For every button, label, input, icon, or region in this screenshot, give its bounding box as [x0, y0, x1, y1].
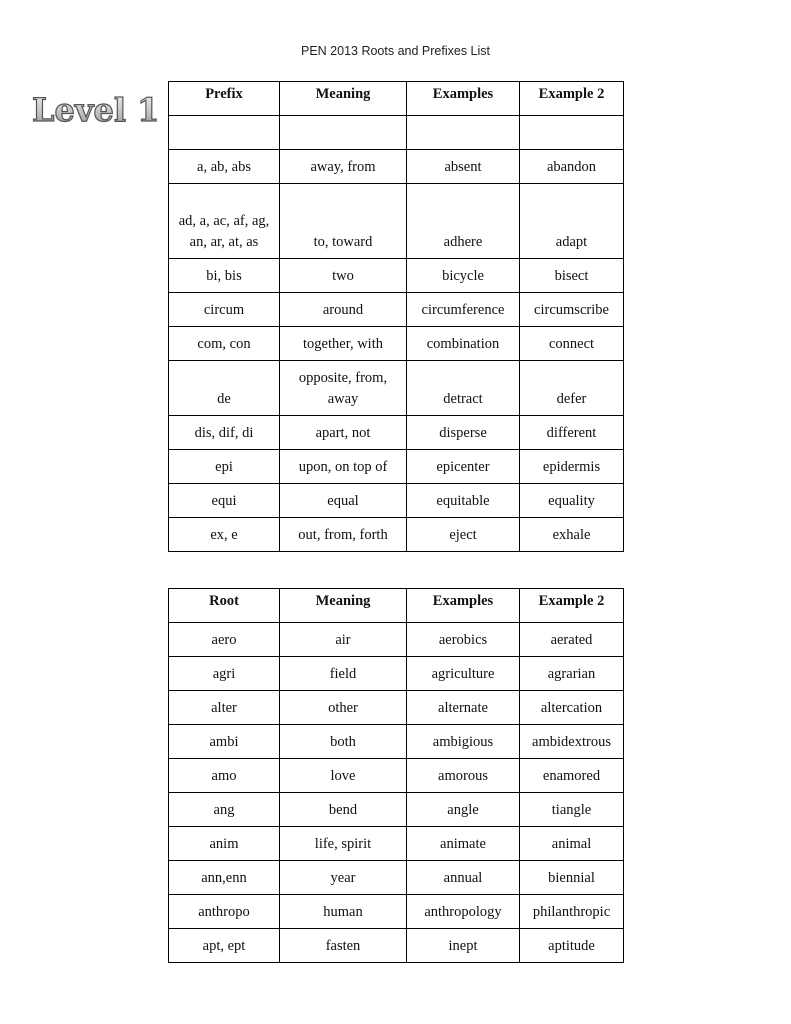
cell-example-2: bisect [520, 259, 624, 293]
cell-examples: angle [407, 793, 520, 827]
cell-meaning: away, from [280, 150, 407, 184]
cell-meaning: life, spirit [280, 827, 407, 861]
table-row [169, 793, 624, 827]
cell-meaning: other [280, 691, 407, 725]
cell-meaning: fasten [280, 929, 407, 963]
table-row [169, 895, 624, 929]
cell-prefix: de [169, 361, 280, 416]
cell-examples: annual [407, 861, 520, 895]
cell-meaning: equal [280, 484, 407, 518]
header-example-2: Example 2 [520, 82, 624, 116]
cell-example-2: epidermis [520, 450, 624, 484]
table-row [169, 861, 624, 895]
table-row [169, 361, 624, 416]
cell-prefix: dis, dif, di [169, 416, 280, 450]
cell-example-2: ambidextrous [520, 725, 624, 759]
cell-example-2: exhale [520, 518, 624, 552]
table-row [169, 929, 624, 963]
table-row [169, 327, 624, 361]
cell-example-2: tiangle [520, 793, 624, 827]
table-row [169, 759, 624, 793]
cell-prefix: equi [169, 484, 280, 518]
cell-root: anim [169, 827, 280, 861]
cell-examples: agriculture [407, 657, 520, 691]
cell-root: ambi [169, 725, 280, 759]
level-logo-text: Level 1 [32, 91, 160, 129]
cell-root: alter [169, 691, 280, 725]
cell-examples: equitable [407, 484, 520, 518]
cell-root: ann,enn [169, 861, 280, 895]
cell-meaning: year [280, 861, 407, 895]
cell-example-2: abandon [520, 150, 624, 184]
cell-meaning: opposite, from, away [280, 361, 407, 416]
header-root: Root [169, 589, 280, 623]
cell-root: ang [169, 793, 280, 827]
cell-prefix: ex, e [169, 518, 280, 552]
cell-example-2: different [520, 416, 624, 450]
cell-examples: circumference [407, 293, 520, 327]
cell-root: amo [169, 759, 280, 793]
cell-examples: anthropology [407, 895, 520, 929]
cell-examples: combination [407, 327, 520, 361]
table-row [169, 725, 624, 759]
cell-examples: inept [407, 929, 520, 963]
cell-prefix: circum [169, 293, 280, 327]
prefix-table [168, 81, 624, 552]
document-title: PEN 2013 Roots and Prefixes List [301, 44, 490, 58]
cell-meaning: upon, on top of [280, 450, 407, 484]
cell-prefix [169, 116, 280, 150]
table-row [169, 657, 624, 691]
cell-examples: absent [407, 150, 520, 184]
cell-meaning: field [280, 657, 407, 691]
table-row [169, 184, 624, 259]
cell-meaning: air [280, 623, 407, 657]
cell-root: aero [169, 623, 280, 657]
cell-meaning: to, toward [280, 184, 407, 259]
table-row [169, 518, 624, 552]
cell-example-2: animal [520, 827, 624, 861]
root-table [168, 588, 624, 963]
table-row [169, 116, 624, 150]
cell-prefix: epi [169, 450, 280, 484]
cell-prefix: bi, bis [169, 259, 280, 293]
cell-root: agri [169, 657, 280, 691]
prefix-header-row [169, 82, 624, 116]
header-prefix: Prefix [169, 82, 280, 116]
cell-examples: detract [407, 361, 520, 416]
cell-examples: amorous [407, 759, 520, 793]
cell-meaning: together, with [280, 327, 407, 361]
cell-meaning [280, 116, 407, 150]
level-1-logo [30, 87, 160, 131]
cell-example-2 [520, 116, 624, 150]
cell-example-2: enamored [520, 759, 624, 793]
cell-example-2: defer [520, 361, 624, 416]
cell-example-2: agrarian [520, 657, 624, 691]
table-row [169, 416, 624, 450]
cell-examples [407, 116, 520, 150]
cell-examples: adhere [407, 184, 520, 259]
root-header-row [169, 589, 624, 623]
cell-example-2: aerated [520, 623, 624, 657]
table-row [169, 450, 624, 484]
header-meaning: Meaning [280, 589, 407, 623]
cell-example-2: connect [520, 327, 624, 361]
cell-prefix: ad, a, ac, af, ag, an, ar, at, as [169, 184, 280, 259]
cell-examples: disperse [407, 416, 520, 450]
cell-example-2: altercation [520, 691, 624, 725]
cell-meaning: both [280, 725, 407, 759]
cell-meaning: human [280, 895, 407, 929]
cell-examples: eject [407, 518, 520, 552]
cell-examples: aerobics [407, 623, 520, 657]
table-row [169, 293, 624, 327]
header-examples: Examples [407, 82, 520, 116]
cell-example-2: adapt [520, 184, 624, 259]
cell-examples: epicenter [407, 450, 520, 484]
cell-meaning: out, from, forth [280, 518, 407, 552]
cell-prefix: a, ab, abs [169, 150, 280, 184]
cell-example-2: philanthropic [520, 895, 624, 929]
header-examples: Examples [407, 589, 520, 623]
cell-root: apt, ept [169, 929, 280, 963]
cell-example-2: equality [520, 484, 624, 518]
cell-meaning: around [280, 293, 407, 327]
cell-meaning: love [280, 759, 407, 793]
cell-examples: ambigious [407, 725, 520, 759]
cell-examples: alternate [407, 691, 520, 725]
cell-example-2: circumscribe [520, 293, 624, 327]
table-row [169, 623, 624, 657]
cell-example-2: biennial [520, 861, 624, 895]
table-row [169, 484, 624, 518]
cell-examples: animate [407, 827, 520, 861]
cell-meaning: apart, not [280, 416, 407, 450]
header-example-2: Example 2 [520, 589, 624, 623]
cell-prefix: com, con [169, 327, 280, 361]
table-row [169, 827, 624, 861]
cell-root: anthropo [169, 895, 280, 929]
cell-meaning: bend [280, 793, 407, 827]
header-meaning: Meaning [280, 82, 407, 116]
table-row [169, 691, 624, 725]
cell-example-2: aptitude [520, 929, 624, 963]
cell-meaning: two [280, 259, 407, 293]
cell-examples: bicycle [407, 259, 520, 293]
table-row [169, 150, 624, 184]
table-row [169, 259, 624, 293]
